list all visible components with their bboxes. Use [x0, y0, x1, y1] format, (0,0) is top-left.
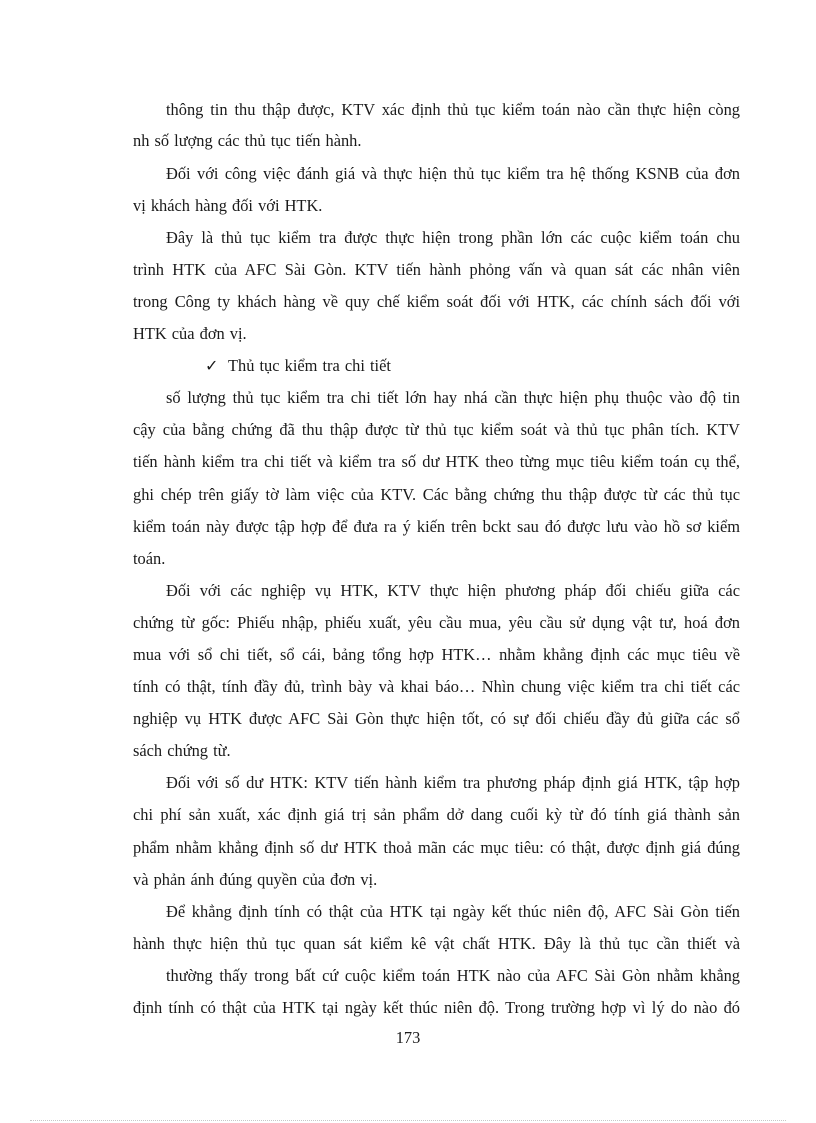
text-line: HTK của đơn vị.: [133, 324, 247, 343]
text-line: mua với sổ chi tiết, sổ cái, bảng tổng hợp HTK… nhằm khẳng định các mục tiêu về: [133, 645, 740, 664]
text-line: Đối với các nghiệp vụ HTK, KTV thực hiện phương pháp đối chiếu giữa các: [166, 581, 740, 600]
text-line: vị khách hàng đối với HTK.: [133, 196, 323, 215]
text-line: Đối với số dư HTK: KTV tiến hành kiểm tra phương pháp định giá HTK, tập hợp: [166, 773, 740, 792]
text-line: số lượng thủ tục kiểm tra chi tiết lớn hay nhá cần thực hiện phụ thuộc vào độ tin: [166, 388, 740, 407]
text-line: chi phí sản xuất, xác định giá trị sản phẩm dở dang cuối kỳ từ đó tính giá thành sản: [133, 805, 740, 824]
text-line: Để khẳng định tính có thật của HTK tại ngày kết thúc niên độ, AFC Sài Gòn tiến: [166, 902, 740, 921]
text-line: phẩm nhằm khẳng định số dư HTK thoả mãn các mục tiêu: có thật, được định giá đúng: [133, 838, 740, 857]
text-line: trong Công ty khách hàng về quy chế kiểm soát đối với HTK, các chính sách đối với: [133, 292, 740, 311]
text-line: kiểm toán này được tập hợp để đưa ra ý kiến trên bckt sau đó được lưu vào hồ sơ kiểm: [133, 517, 740, 536]
checkmark-icon: ✓: [205, 358, 219, 375]
section-heading: Thủ tục kiểm tra chi tiết: [228, 356, 391, 375]
text-line: hành thực hiện thủ tục quan sát kiểm kê vật chất HTK. Đây là thủ tục cần thiết và: [133, 934, 740, 953]
text-line: trình HTK của AFC Sài Gòn. KTV tiến hành phỏng vấn và quan sát các nhân viên: [133, 260, 740, 279]
text-line: tính có thật, tính đầy đủ, trình bày và khai báo… Nhìn chung việc kiểm tra chi tiết các: [133, 677, 740, 696]
text-line: toán.: [133, 549, 166, 568]
text-line: định tính có thật của HTK tại ngày kết thúc niên độ. Trong trường hợp vì lý do nào đó: [133, 998, 740, 1017]
text-line: Đây là thủ tục kiểm tra được thực hiện trong phần lớn các cuộc kiểm toán chu: [166, 228, 740, 247]
text-line: thông tin thu thập được, KTV xác định thủ tục kiểm toán nào cần thực hiện còng: [166, 100, 740, 119]
text-line: sách chứng từ.: [133, 741, 231, 760]
text-line: thường thấy trong bất cứ cuộc kiểm toán HTK nào của AFC Sài Gòn nhằm khẳng: [166, 966, 740, 985]
text-line: nghiệp vụ HTK được AFC Sài Gòn thực hiện tốt, có sự đối chiếu đầy đủ giữa các sổ: [133, 709, 740, 728]
text-line: ghi chép trên giấy tờ làm việc của KTV. Các bằng chứng thu thập được từ các thủ tục: [133, 485, 740, 504]
text-line: chứng từ gốc: Phiếu nhập, phiếu xuất, yêu cầu mua, yêu cầu sử dụng vật tư, hoá đơn: [133, 613, 740, 632]
text-line: Đối với công việc đánh giá và thực hiện thủ tục kiểm tra hệ thống KSNB của đơn: [166, 164, 740, 183]
text-line: cậy của bằng chứng đã thu thập được từ thủ tục kiểm soát và thủ tục phân tích. KTV: [133, 420, 740, 439]
text-line: tiến hành kiểm tra chi tiết và kiểm tra số dư HTK theo từng mục tiêu kiểm toán cụ thể,: [133, 452, 740, 471]
page-number: 173: [395, 1028, 421, 1047]
text-line: nh số lượng các thủ tục tiến hành.: [133, 131, 362, 150]
page-bottom-border: [30, 1120, 786, 1121]
text-line: và phản ánh đúng quyền của đơn vị.: [133, 870, 378, 889]
